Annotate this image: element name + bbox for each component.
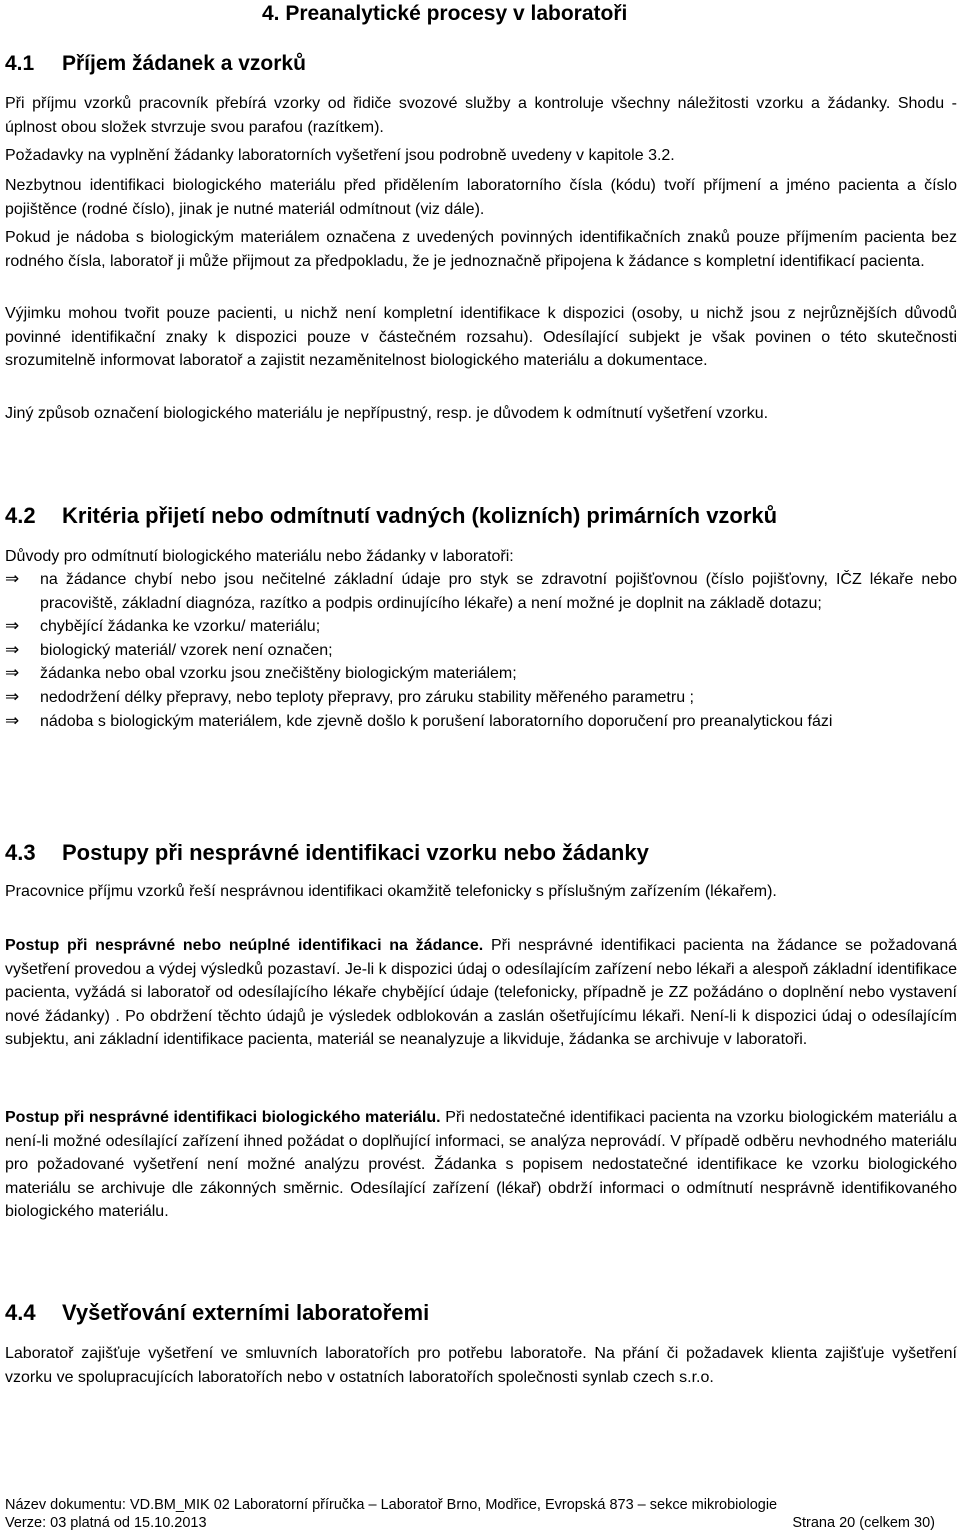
arrow-icon: ⇒ (5, 710, 20, 731)
list-item: ⇒ nedodržení délky přepravy, nebo teploty přepravy, pro záruku stability měřeného parametru ; (5, 686, 957, 710)
paragraph-lead: Postup při nesprávné identifikaci biologického materiálu. (5, 1109, 441, 1126)
section-heading-4-3 (5, 840, 649, 866)
paragraph: Postup při nesprávné identifikaci biologického materiálu. Při nedostatečné identifikaci pacienta na vzorku biologickém materiálu a není-li možné odesílající zařízení ihned požádat o doplňující informaci, se analýza neprovádí. V případě odběru nevhodného materiálu pro požadované vyšetření není možné analýzu provést. Žádanka s popisem nedostatečné identifikace ke vzorku biologického materiálu se archivuje dle zákonných směrnic. Odesílající zařízení (lékař) obdrží informaci o odmítnutí nesprávně identifikovaného biologického materiálu. (5, 1109, 958, 1221)
list-item: ⇒ nádoba s biologickým materiálem, kde zjevně došlo k porušení laboratorního doporučení pro preanalytickou fázi (5, 710, 957, 734)
arrow-icon: ⇒ (5, 686, 20, 707)
paragraph-lead: Postup při nesprávné nebo neúplné identifikaci na žádance. (5, 937, 484, 954)
rejection-reasons-list (5, 568, 957, 733)
section-number: 4.3 (5, 840, 36, 865)
paragraph: Pokud je nádoba s biologickým materiálem označena z uvedených povinných identifikačních znaků pouze příjmením pacienta bez rodného čísla, laboratoř ji může přijmout za předpokladu, že je jednoznačně připojena k žádance s kompletní identifikací pacienta. (5, 229, 957, 270)
section-heading-4-1 (5, 52, 306, 76)
list-item: ⇒ na žádance chybí nebo jsou nečitelné základní údaje pro styk se zdravotní pojišťovnou (číslo pojišťovny, IČZ lékaře nebo pracoviště, základní diagnóza, razítko a podpis ordinujícího lékaře) a není možné je doplnit na základě dotazu; (5, 569, 957, 612)
chapter-title: 4. Preanalytické procesy v laboratoři (262, 2, 628, 25)
arrow-icon: ⇒ (5, 663, 20, 684)
list-item: ⇒ žádanka nebo obal vzorku jsou znečištěny biologickým materiálem; (5, 662, 957, 686)
paragraph: Postup při nesprávné nebo neúplné identifikaci na žádance. Při nesprávné identifikaci pacienta na žádance se požadovaná vyšetření provedou a výdej výsledků pozastaví. Je-li k dispozici údaj o odesílajícím zařízení nebo lékaři a alespoň základní identifikace pacienta, vyžádá si laboratoř od odesílajícího lékaře chybějící údaje (telefonicky, případně je ZZ požádáno o doplnění nebo vystavení nové žádanky) . Po obdržení těchto údajů je výsledek odblokován a zaslán ošetřujícímu lékaři. Není-li k dispozici údaj o odesílajícím subjektu, ani základní identifikace pacienta, materiál se neanalyzuje a likviduje, žádanka se archivuje v laboratoři. (5, 937, 958, 1049)
footer-page-number: Strana 20 (celkem 30) (792, 1515, 935, 1531)
section-number: 4.1 (5, 52, 35, 75)
section-number: 4.4 (5, 1300, 36, 1325)
list-intro: Důvody pro odmítnutí biologického materiálu nebo žádanky v laboratoři: (5, 548, 514, 565)
section-heading-4-2 (5, 503, 777, 529)
paragraph: Pracovnice příjmu vzorků řeší nesprávnou identifikaci okamžitě telefonicky s příslušným zařízením (lékařem). (5, 883, 777, 900)
section-heading-4-4 (5, 1300, 429, 1326)
section-title: Příjem žádanek a vzorků (62, 52, 306, 75)
arrow-icon: ⇒ (5, 639, 20, 660)
paragraph: Výjimku mohou tvořit pouze pacienti, u nichž není kompletní identifikace k dispozici (osoby, u nichž jsou z nejrůznějších důvodů povinné identifikační znaky k dispozici pouze v částečném rozsahu). Odesílající subjekt je však povinen o této skutečnosti srozumitelně informovat laboratoř a zajistit nezaměnitelnost biologického materiálu a dokumentace. (5, 305, 957, 370)
paragraph: Při příjmu vzorků pracovník přebírá vzorky od řidiče svozové služby a kontroluje všechny náležitosti vzorku a žádanky. Shodu - úplnost obou složek stvrzuje svou parafou (razítkem). (5, 95, 957, 136)
arrow-icon: ⇒ (5, 616, 20, 637)
footer-version: Verze: 03 platná od 15.10.2013 (5, 1515, 207, 1531)
section-title: Vyšetřování externími laboratořemi (62, 1300, 430, 1325)
list-item: ⇒ biologický materiál/ vzorek není označen; (5, 639, 957, 663)
arrow-icon: ⇒ (5, 569, 20, 589)
section-title: Kritéria přijetí nebo odmítnutí vadných (kolizních) primárních vzorků (62, 503, 778, 528)
section-number: 4.2 (5, 503, 36, 528)
paragraph: Laboratoř zajišťuje vyšetření ve smluvních laboratořích pro potřebu laboratoře. Na přání či požadavek klienta zajišťuje vyšetření vzorku ve spolupracujících laboratořích nebo v ostatních laboratořích společnosti synlab czech s.r.o. (5, 1345, 957, 1386)
paragraph: Nezbytnou identifikaci biologického materiálu před přidělením laboratorního čísla (kódu) tvoří příjmení a jméno pacienta a číslo pojištěnce (rodné číslo), jinak je nutné materiál odmítnout (viz dále). (5, 177, 957, 218)
paragraph: Požadavky na vyplnění žádanky laboratorních vyšetření jsou podrobně uvedeny v kapitole 3.2. (5, 147, 675, 164)
paragraph: Jiný způsob označení biologického materiálu je nepřípustný, resp. je důvodem k odmítnutí vyšetření vzorku. (5, 405, 769, 422)
footer-row (5, 1514, 935, 1532)
footer-document-name: Název dokumentu: VD.BM_MIK 02 Laboratorní příručka – Laboratoř Brno, Modřice, Evropská 873 – sekce mikrobiologie (5, 1497, 778, 1513)
section-title: Postupy při nesprávné identifikaci vzorku nebo žádanky (62, 840, 649, 865)
list-item: ⇒ chybějící žádanka ke vzorku/ materiálu; (5, 615, 957, 639)
page-footer (5, 1496, 935, 1532)
